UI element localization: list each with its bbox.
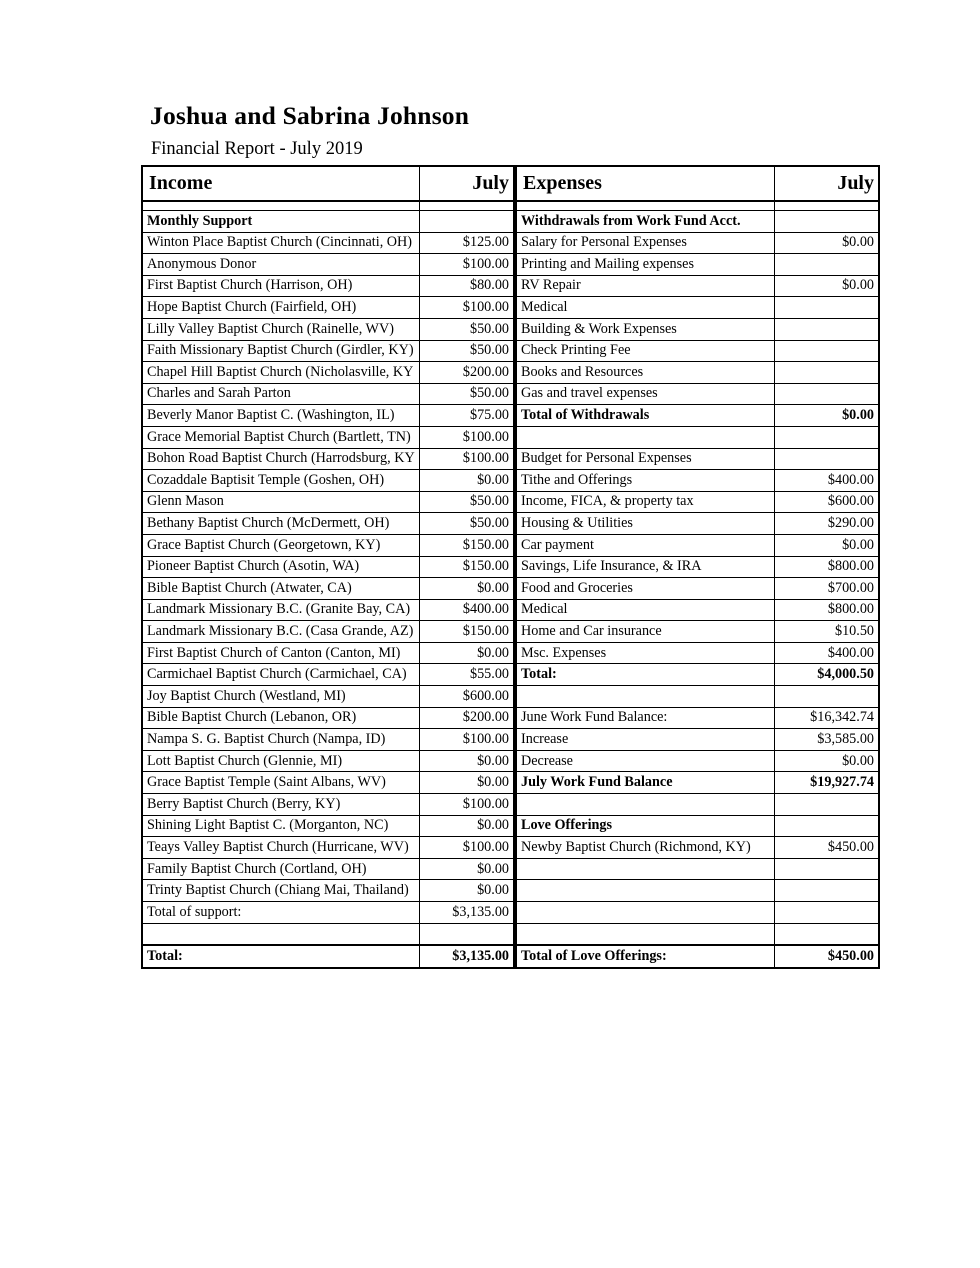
expenses-row <box>516 470 879 492</box>
expenses-row-amount: $450.00 <box>774 837 879 859</box>
expenses-row-label: Check Printing Fee <box>516 340 774 362</box>
income-row-amount: $80.00 <box>419 275 514 297</box>
income-row-amount: $125.00 <box>419 232 514 254</box>
expenses-row-label: Savings, Life Insurance, & IRA <box>516 556 774 578</box>
income-row-label: Lilly Valley Baptist Church (Rainelle, WV) <box>142 318 419 340</box>
expenses-row <box>516 815 879 837</box>
expenses-row <box>516 621 879 643</box>
expenses-row-label: Budget for Personal Expenses <box>516 448 774 470</box>
income-row <box>142 491 514 513</box>
income-row-amount: $400.00 <box>419 599 514 621</box>
expenses-row-label: Gas and travel expenses <box>516 383 774 405</box>
expenses-row-label: Income, FICA, & property tax <box>516 491 774 513</box>
expenses-row <box>516 491 879 513</box>
income-row-label: Family Baptist Church (Cortland, OH) <box>142 858 419 880</box>
income-row-amount: $50.00 <box>419 318 514 340</box>
expenses-spacer-label <box>516 201 774 211</box>
expenses-row-amount <box>774 426 879 448</box>
expenses-header-label: Expenses <box>516 166 774 201</box>
income-total-amount: $3,135.00 <box>419 945 514 968</box>
income-row-label: Bible Baptist Church (Lebanon, OR) <box>142 707 419 729</box>
income-row <box>142 534 514 556</box>
income-row-label: Chapel Hill Baptist Church (Nicholasville, KY <box>142 362 419 384</box>
expenses-row <box>516 923 879 945</box>
expenses-row-amount: $600.00 <box>774 491 879 513</box>
expenses-row <box>516 578 879 600</box>
income-row-label: Joy Baptist Church (Westland, MI) <box>142 686 419 708</box>
expenses-row <box>516 297 879 319</box>
income-row-amount: $0.00 <box>419 470 514 492</box>
expenses-row-label <box>516 880 774 902</box>
expenses-row <box>516 362 879 384</box>
report-subtitle: Financial Report - July 2019 <box>151 139 363 159</box>
income-row-amount: $200.00 <box>419 707 514 729</box>
income-row-label: Cozaddale Baptisit Temple (Goshen, OH) <box>142 470 419 492</box>
expenses-row-label: Medical <box>516 599 774 621</box>
income-row <box>142 599 514 621</box>
expenses-row-label: Food and Groceries <box>516 578 774 600</box>
expenses-row-label <box>516 686 774 708</box>
expenses-row-amount <box>774 858 879 880</box>
expenses-row-amount <box>774 211 879 233</box>
income-row <box>142 772 514 794</box>
expenses-row-label <box>516 902 774 924</box>
income-row-label: Bible Baptist Church (Atwater, CA) <box>142 578 419 600</box>
expenses-row <box>516 772 879 794</box>
income-row-label: Grace Memorial Baptist Church (Bartlett, TN) <box>142 426 419 448</box>
income-row-amount: $150.00 <box>419 556 514 578</box>
income-row-amount: $100.00 <box>419 254 514 276</box>
income-row <box>142 232 514 254</box>
expenses-table-body <box>516 166 879 968</box>
income-row <box>142 815 514 837</box>
income-row <box>142 837 514 859</box>
expenses-row-amount: $700.00 <box>774 578 879 600</box>
expenses-row-label: Decrease <box>516 750 774 772</box>
expenses-row-amount <box>774 318 879 340</box>
expenses-row-amount: $0.00 <box>774 750 879 772</box>
income-row <box>142 750 514 772</box>
expenses-row <box>516 880 879 902</box>
income-row-amount: $600.00 <box>419 686 514 708</box>
expenses-row-label <box>516 426 774 448</box>
income-row-amount: $0.00 <box>419 880 514 902</box>
income-row <box>142 923 514 945</box>
income-row <box>142 858 514 880</box>
income-row <box>142 707 514 729</box>
expenses-row-amount <box>774 254 879 276</box>
income-row-label: Hope Baptist Church (Fairfield, OH) <box>142 297 419 319</box>
expenses-header-amount: July <box>774 166 879 201</box>
expenses-total-amount: $450.00 <box>774 945 879 968</box>
income-row <box>142 340 514 362</box>
income-row <box>142 621 514 643</box>
expenses-row-label: Withdrawals from Work Fund Acct. <box>516 211 774 233</box>
income-row-label: Anonymous Donor <box>142 254 419 276</box>
income-row-label: Berry Baptist Church (Berry, KY) <box>142 794 419 816</box>
expenses-row-amount <box>774 448 879 470</box>
income-row <box>142 318 514 340</box>
income-header-row <box>142 166 514 201</box>
expenses-row-amount: $0.00 <box>774 232 879 254</box>
expenses-row <box>516 340 879 362</box>
income-row-amount: $200.00 <box>419 362 514 384</box>
expenses-row-label: Tithe and Offerings <box>516 470 774 492</box>
expenses-row-amount <box>774 340 879 362</box>
expenses-row <box>516 211 879 233</box>
expenses-row-amount: $800.00 <box>774 556 879 578</box>
income-row <box>142 297 514 319</box>
expenses-row-amount: $290.00 <box>774 513 879 535</box>
expenses-row <box>516 426 879 448</box>
income-row-amount: $0.00 <box>419 858 514 880</box>
expenses-spacer-row <box>516 201 879 211</box>
income-row-label: Pioneer Baptist Church (Asotin, WA) <box>142 556 419 578</box>
income-row-label: Landmark Missionary B.C. (Granite Bay, CA) <box>142 599 419 621</box>
income-row-label: Lott Baptist Church (Glennie, MI) <box>142 750 419 772</box>
income-row-label: Bohon Road Baptist Church (Harrodsburg, KY <box>142 448 419 470</box>
income-row-amount: $0.00 <box>419 750 514 772</box>
income-row <box>142 383 514 405</box>
income-row <box>142 880 514 902</box>
income-row-label: Charles and Sarah Parton <box>142 383 419 405</box>
expenses-row-label: Msc. Expenses <box>516 642 774 664</box>
expenses-row <box>516 686 879 708</box>
income-row-amount: $0.00 <box>419 642 514 664</box>
expenses-row-label <box>516 923 774 945</box>
income-row-amount: $50.00 <box>419 513 514 535</box>
income-row-amount: $50.00 <box>419 340 514 362</box>
expenses-row-amount <box>774 686 879 708</box>
income-header-amount: July <box>419 166 514 201</box>
expenses-row-label: RV Repair <box>516 275 774 297</box>
expenses-row-amount <box>774 923 879 945</box>
income-table <box>141 165 515 969</box>
income-row <box>142 470 514 492</box>
expenses-row-label: Total: <box>516 664 774 686</box>
expenses-row-label <box>516 794 774 816</box>
expenses-row-label: Newby Baptist Church (Richmond, KY) <box>516 837 774 859</box>
tables-container <box>141 165 879 969</box>
expenses-row <box>516 318 879 340</box>
expenses-row <box>516 556 879 578</box>
expenses-row-label: Building & Work Expenses <box>516 318 774 340</box>
expenses-row-amount <box>774 362 879 384</box>
income-row-label: Shining Light Baptist C. (Morganton, NC) <box>142 815 419 837</box>
income-row <box>142 556 514 578</box>
income-row <box>142 275 514 297</box>
expenses-row-label: June Work Fund Balance: <box>516 707 774 729</box>
expenses-row <box>516 902 879 924</box>
expenses-row <box>516 534 879 556</box>
expenses-row-label <box>516 858 774 880</box>
income-row-label: First Baptist Church (Harrison, OH) <box>142 275 419 297</box>
income-row-label <box>142 923 419 945</box>
income-row <box>142 578 514 600</box>
income-spacer-label <box>142 201 419 211</box>
income-row-label: First Baptist Church of Canton (Canton, MI) <box>142 642 419 664</box>
income-row <box>142 405 514 427</box>
expenses-row-amount: $0.00 <box>774 405 879 427</box>
expenses-row-amount <box>774 383 879 405</box>
expenses-row <box>516 858 879 880</box>
income-total-row <box>142 945 514 968</box>
income-row-label: Grace Baptist Temple (Saint Albans, WV) <box>142 772 419 794</box>
expenses-row-label: Housing & Utilities <box>516 513 774 535</box>
expenses-row <box>516 232 879 254</box>
expenses-row <box>516 750 879 772</box>
income-row-amount: $150.00 <box>419 621 514 643</box>
income-row-label: Landmark Missionary B.C. (Casa Grande, AZ) <box>142 621 419 643</box>
income-row-amount: $0.00 <box>419 815 514 837</box>
income-total-label: Total: <box>142 945 419 968</box>
expenses-row-label: Printing and Mailing expenses <box>516 254 774 276</box>
expenses-row-amount: $19,927.74 <box>774 772 879 794</box>
expenses-row-amount: $400.00 <box>774 642 879 664</box>
expenses-spacer-amount <box>774 201 879 211</box>
income-spacer-amount <box>419 201 514 211</box>
income-row-amount: $100.00 <box>419 729 514 751</box>
income-row-amount: $55.00 <box>419 664 514 686</box>
income-row <box>142 686 514 708</box>
income-row-amount: $75.00 <box>419 405 514 427</box>
expenses-row-label: Home and Car insurance <box>516 621 774 643</box>
expenses-row <box>516 448 879 470</box>
expenses-row-label: Books and Resources <box>516 362 774 384</box>
income-row <box>142 513 514 535</box>
income-row <box>142 448 514 470</box>
income-row-amount: $100.00 <box>419 837 514 859</box>
expenses-row-amount: $4,000.50 <box>774 664 879 686</box>
income-row <box>142 254 514 276</box>
income-row-amount: $0.00 <box>419 772 514 794</box>
expenses-row-amount: $16,342.74 <box>774 707 879 729</box>
expenses-row <box>516 254 879 276</box>
expenses-row-label: Total of Withdrawals <box>516 405 774 427</box>
expenses-row <box>516 707 879 729</box>
income-row-label: Carmichael Baptist Church (Carmichael, CA) <box>142 664 419 686</box>
expenses-row <box>516 405 879 427</box>
income-row-amount: $0.00 <box>419 578 514 600</box>
income-row-amount: $100.00 <box>419 297 514 319</box>
income-row-amount: $100.00 <box>419 426 514 448</box>
expenses-row-label: Love Offerings <box>516 815 774 837</box>
expenses-table <box>515 165 880 969</box>
expenses-row-amount: $10.50 <box>774 621 879 643</box>
expenses-row <box>516 729 879 751</box>
income-row <box>142 211 514 233</box>
income-row-amount: $150.00 <box>419 534 514 556</box>
income-row-amount: $50.00 <box>419 491 514 513</box>
income-row <box>142 664 514 686</box>
expenses-row-amount <box>774 902 879 924</box>
expenses-row-label: July Work Fund Balance <box>516 772 774 794</box>
expenses-row <box>516 599 879 621</box>
expenses-row-label: Medical <box>516 297 774 319</box>
expenses-row <box>516 642 879 664</box>
income-table-body <box>142 166 514 968</box>
income-row <box>142 794 514 816</box>
expenses-row-amount: $3,585.00 <box>774 729 879 751</box>
income-row-label: Total of support: <box>142 902 419 924</box>
income-row <box>142 729 514 751</box>
income-row-amount: $100.00 <box>419 448 514 470</box>
income-row-label: Bethany Baptist Church (McDermett, OH) <box>142 513 419 535</box>
expenses-row-amount: $0.00 <box>774 275 879 297</box>
income-row-label: Winton Place Baptist Church (Cincinnati, OH) <box>142 232 419 254</box>
expenses-total-row <box>516 945 879 968</box>
income-row-label: Monthly Support <box>142 211 419 233</box>
income-header-label: Income <box>142 166 419 201</box>
income-row-label: Faith Missionary Baptist Church (Girdler, KY) <box>142 340 419 362</box>
expenses-row-label: Salary for Personal Expenses <box>516 232 774 254</box>
expenses-row <box>516 383 879 405</box>
income-row-amount: $100.00 <box>419 794 514 816</box>
expenses-header-row <box>516 166 879 201</box>
expenses-row-amount <box>774 794 879 816</box>
expenses-row <box>516 837 879 859</box>
expenses-row-label: Car payment <box>516 534 774 556</box>
expenses-row-amount: $400.00 <box>774 470 879 492</box>
income-row-amount <box>419 211 514 233</box>
expenses-row <box>516 513 879 535</box>
income-row <box>142 426 514 448</box>
expenses-row <box>516 275 879 297</box>
expenses-total-label: Total of Love Offerings: <box>516 945 774 968</box>
income-row <box>142 902 514 924</box>
income-row-label: Glenn Mason <box>142 491 419 513</box>
expenses-row <box>516 794 879 816</box>
expenses-row-amount: $800.00 <box>774 599 879 621</box>
income-row-amount: $50.00 <box>419 383 514 405</box>
expenses-row <box>516 664 879 686</box>
income-row <box>142 362 514 384</box>
income-row-amount: $3,135.00 <box>419 902 514 924</box>
expenses-row-amount: $0.00 <box>774 534 879 556</box>
income-row <box>142 642 514 664</box>
expenses-row-amount <box>774 880 879 902</box>
page-title: Joshua and Sabrina Johnson <box>150 101 470 130</box>
expenses-row-label: Increase <box>516 729 774 751</box>
income-row-label: Trinty Baptist Church (Chiang Mai, Thailand) <box>142 880 419 902</box>
expenses-row-amount <box>774 815 879 837</box>
income-row-label: Beverly Manor Baptist C. (Washington, IL) <box>142 405 419 427</box>
income-spacer-row <box>142 201 514 211</box>
income-row-label: Nampa S. G. Baptist Church (Nampa, ID) <box>142 729 419 751</box>
expenses-row-amount <box>774 297 879 319</box>
income-row-label: Teays Valley Baptist Church (Hurricane, WV) <box>142 837 419 859</box>
income-row-label: Grace Baptist Church (Georgetown, KY) <box>142 534 419 556</box>
income-row-amount <box>419 923 514 945</box>
